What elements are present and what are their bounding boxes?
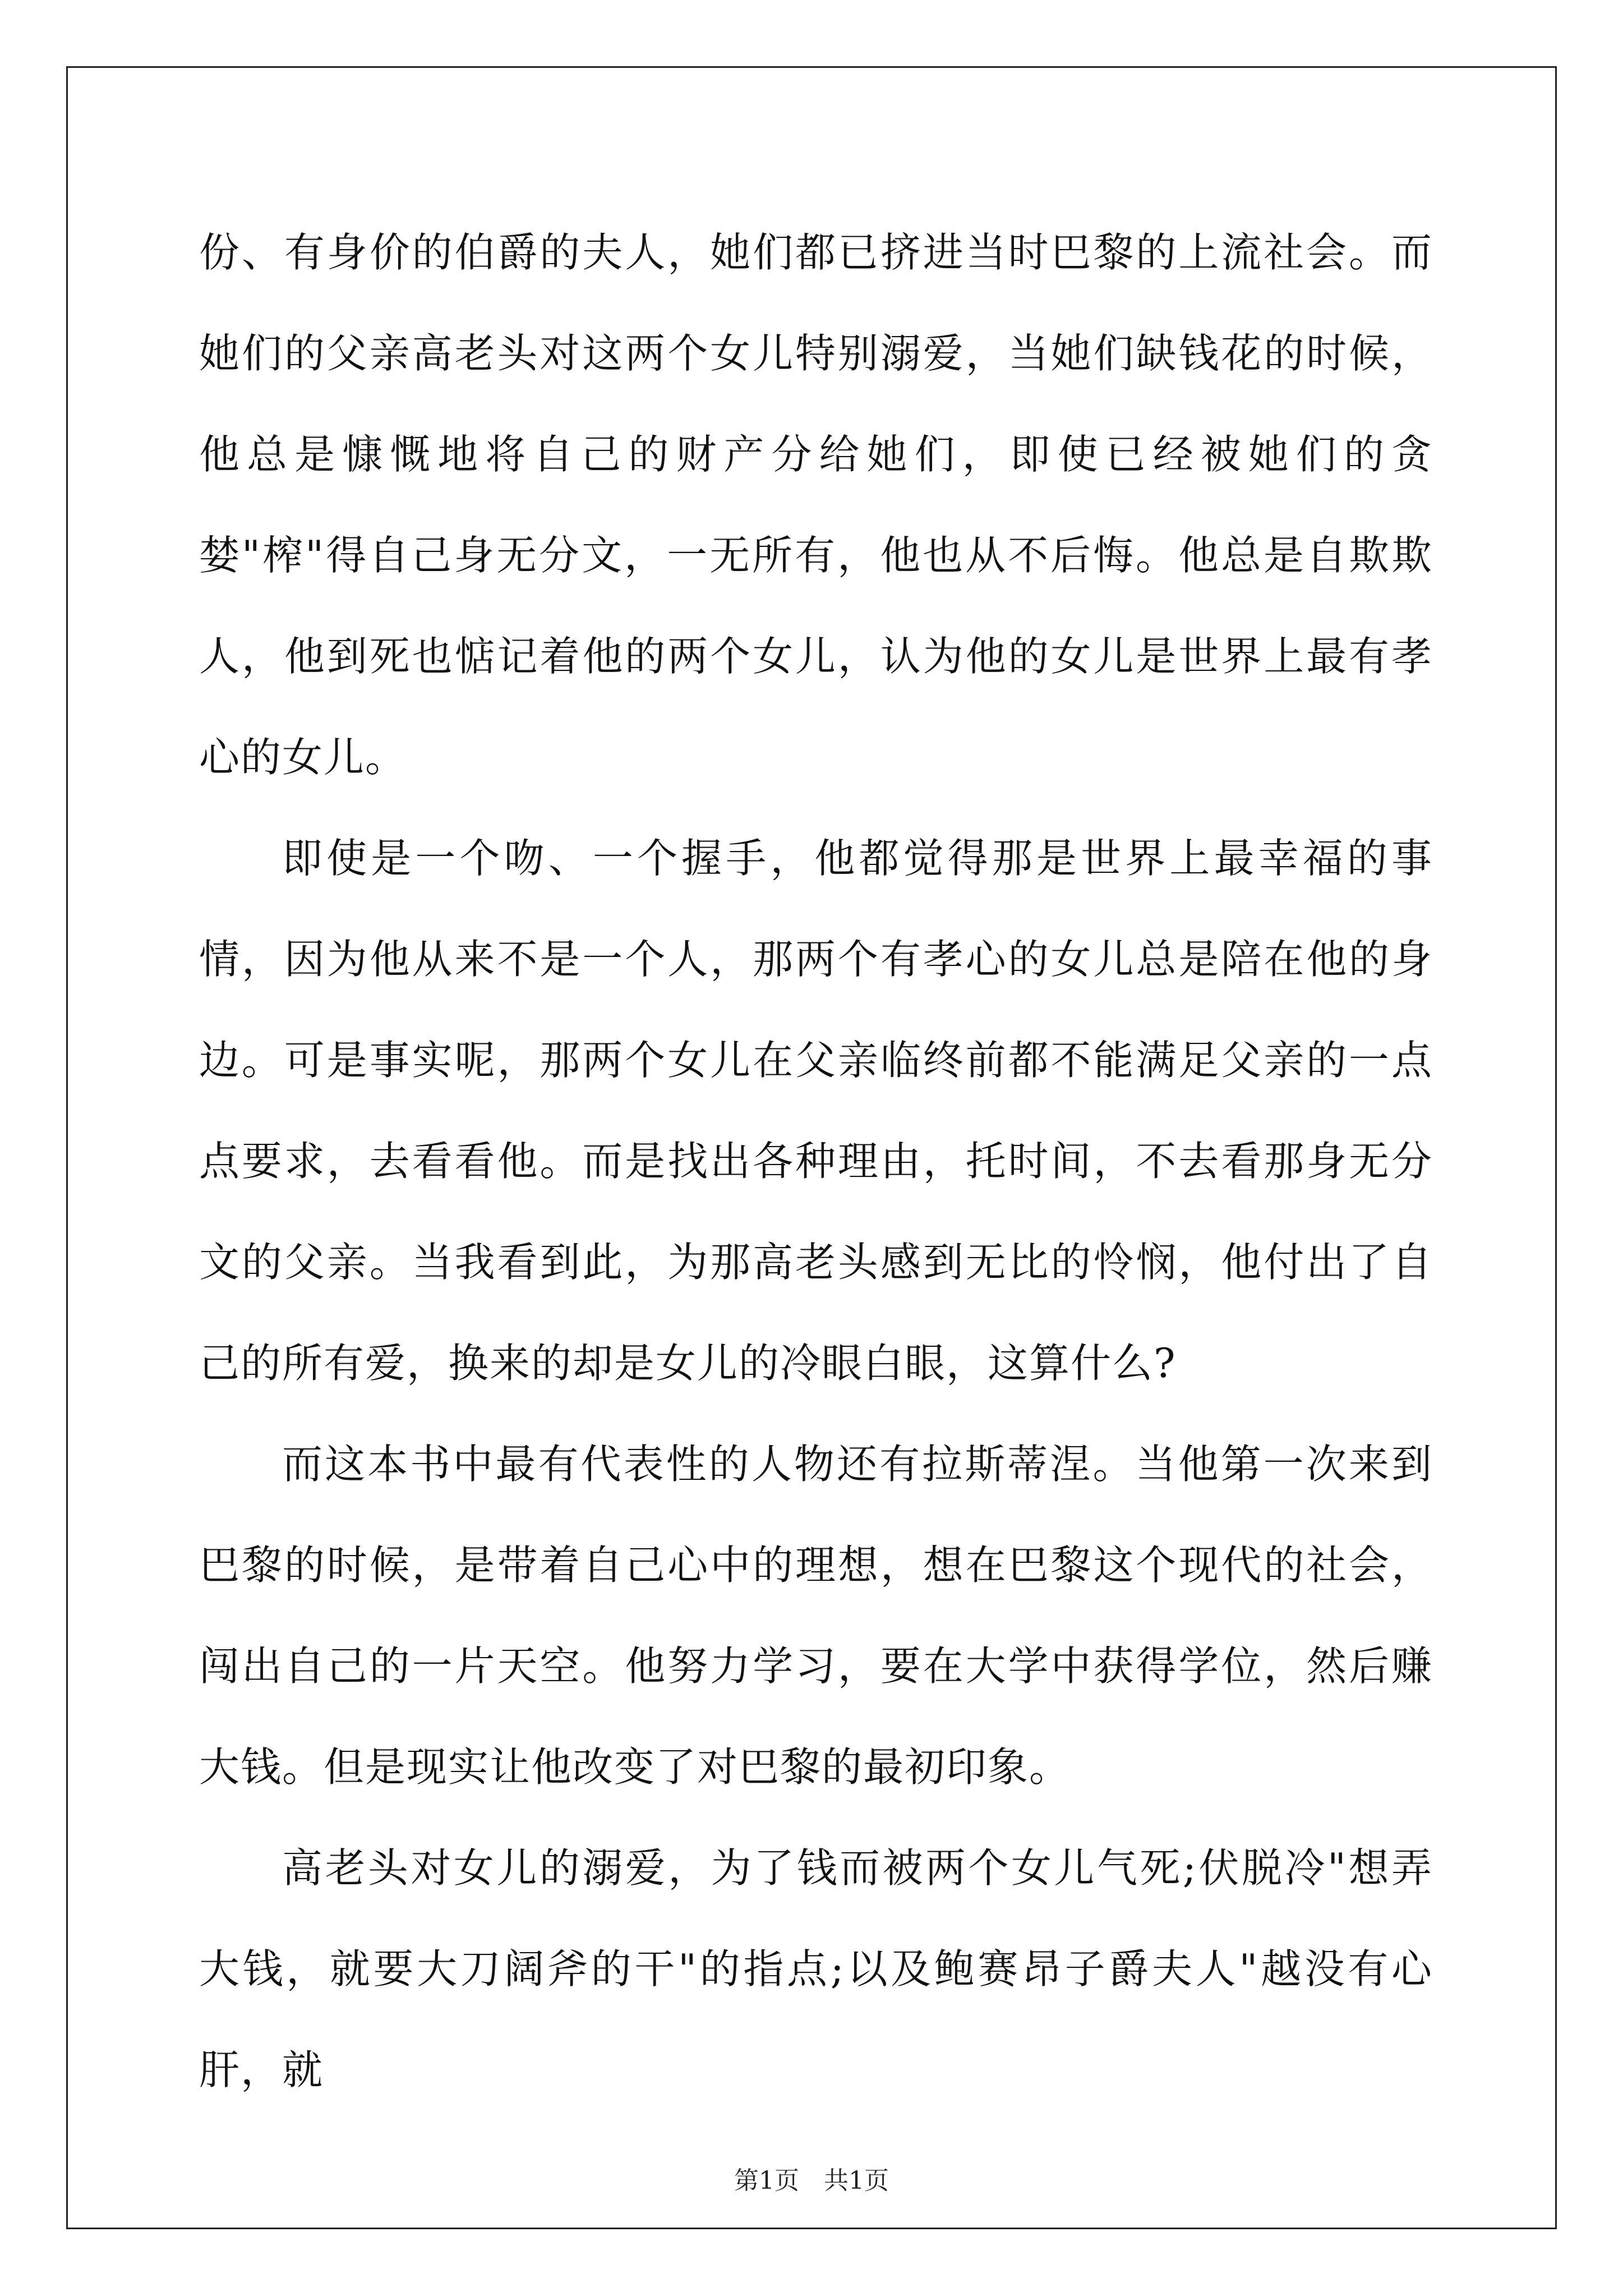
paragraph-3: 而这本书中最有代表性的人物还有拉斯蒂涅。当他第一次来到巴黎的时候，是带着自己心中的理想，想在巴黎这个现代的社会，闯出自己的一片天空。他努力学习，要在大学中获得学位，然后赚大钱。但是现实让他改变了对巴黎的最初印象。 <box>199 1441 1433 1791</box>
page-footer: 第1页 共1页 <box>734 2166 889 2195</box>
paragraph-4: 高老头对女儿的溺爱，为了钱而被两个女儿气死;伏脱冷"想弄大钱，就要大刀阔斧的干"的指点;以及鲍赛昂子爵夫人"越没有心肝，就 <box>199 1844 1433 2093</box>
paragraph-2: 即使是一个吻、一个握手，他都觉得那是世界上最幸福的事情，因为他从来不是一个人，那两个有孝心的女儿总是陪在他的身边。可是事实呢，那两个女儿在父亲临终前都不能满足父亲的一点点要求，去看看他。而是找出各种理由，托时间，不去看那身无分文的父亲。当我看到此，为那高老头感到无比的怜悯，他付出了自己的所有爱，换来的却是女儿的冷眼白眼，这算什么? <box>199 835 1433 1387</box>
paragraph-1: 份、有身价的伯爵的夫人，她们都已挤进当时巴黎的上流社会。而她们的父亲高老头对这两个女儿特别溺爱，当她们缺钱花的时候，他总是慷慨地将自己的财产分给她们，即使已经被她们的贪婪"榨"得自己身无分文，一无所有，他也从不后悔。他总是自欺欺人，他到死也惦记着他的两个女儿，认为他的女儿是世界上最有孝心的女儿。 <box>199 229 1433 781</box>
document-body <box>199 202 1433 2120</box>
